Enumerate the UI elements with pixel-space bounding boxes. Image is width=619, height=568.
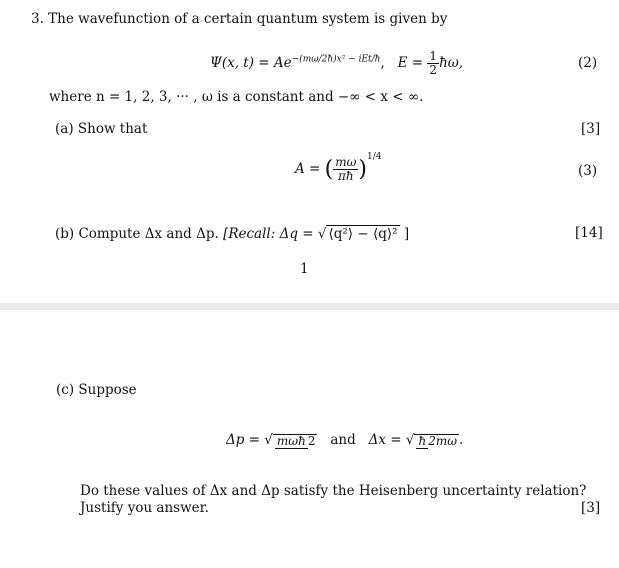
recall-text: [Recall: Δq = [223, 226, 318, 242]
sqrt-expression: ⟨q²⟩ − ⟨q⟩² [328, 226, 398, 242]
part-a-label: (a) Show that [55, 121, 148, 137]
question-intro: 3. The wavefunction of a certain quantum system is given by [31, 11, 448, 27]
justify-text: Justify you answer. [80, 500, 209, 516]
power: 1/4 [367, 152, 382, 162]
dp-lhs: Δp = [226, 432, 260, 448]
dx-fraction: ħ 2mω [414, 434, 459, 448]
fraction-mw-pih: $\frac{m\omega}{\pi ħ}$ [335, 155, 357, 183]
part-c-label: (c) Suppose [56, 382, 137, 398]
page-break [0, 303, 619, 310]
fraction-half: $\frac{1}{2}$ [429, 49, 438, 77]
exponent: −(mω/2ħ)x² − iEt/ħ [291, 54, 381, 65]
part-a-marks: [3] [581, 121, 601, 137]
where-text: where n = 1, 2, 3, ··· , ω is a constant and −∞ < x < ∞. [49, 89, 424, 105]
part-b-marks: [14] [575, 225, 603, 241]
equation-number-3: (3) [578, 163, 598, 179]
page-number: 1 [300, 261, 309, 277]
energy-lhs: E = [397, 55, 424, 71]
wavefunction-lhs: Ψ(x, t) = Ae [210, 55, 292, 71]
equation-2: Ψ(x, $t) = Ae^{-(m\omega/2ħ)x^2 - iEt/ħ}$, E = $\frac{1}{2}$ ħω, [210, 49, 464, 77]
equation-number-2: (2) [578, 55, 598, 71]
part-b: (b) Compute Δx and Δp. [Recall: Δq = √ ⟨q²⟩ − ⟨q⟩² ] [55, 226, 410, 242]
bracket: ] [403, 226, 410, 242]
a-lhs: A = [295, 161, 321, 177]
dx-lhs: Δx = [368, 432, 402, 448]
dp-fraction: mωħ 2 [273, 434, 318, 448]
part-c-marks: [3] [581, 500, 601, 516]
part-b-label: (b) Compute Δx and Δp. [55, 226, 219, 242]
uncertainty-equations: Δp = √ mωħ 2 and Δx = √ ħ 2mω . [226, 432, 464, 448]
heisenberg-question: Do these values of Δx and Δp satisfy the Heisenberg uncertainty relation? [80, 483, 587, 499]
and-text: and [330, 432, 356, 448]
energy-rhs: ħω, [439, 55, 464, 71]
period: . [459, 432, 464, 448]
equation-3: A = ( $\frac{m\omega}{\pi ħ}$ )$^{1/4}$ [295, 152, 382, 183]
